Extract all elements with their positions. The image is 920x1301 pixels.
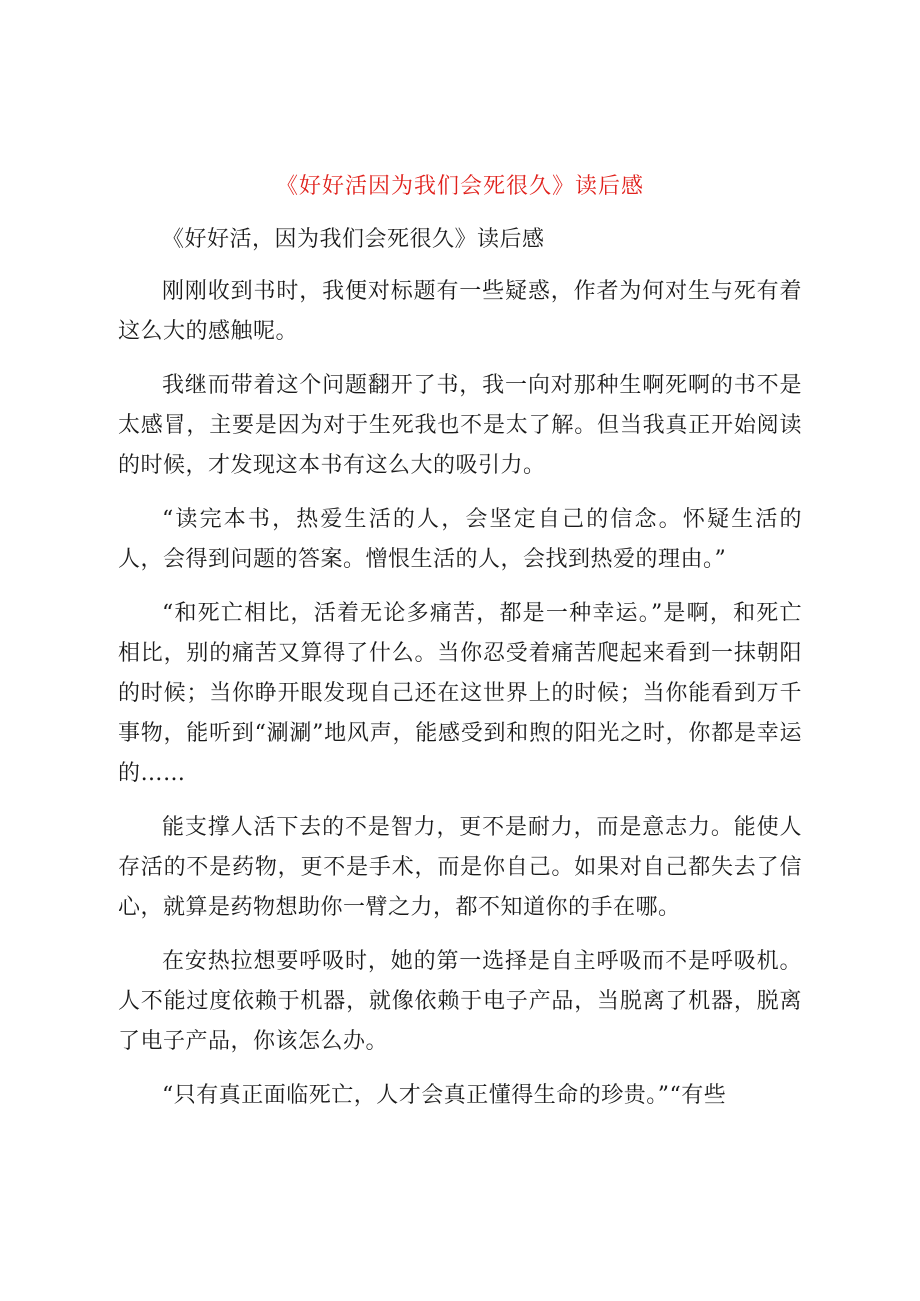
paragraph-quote: “和死亡相比，活着无论多痛苦，都是一种幸运。”是啊，和死亡相比，别的痛苦又算得了什么。当你忍受着痛苦爬起来看到一抹朝阳的时候；当你睁开眼发现自己还在这世界上的时候；当你能看到万千事物，能听到“涮涮”地风声，能感受到和煦的阳光之时，你都是幸运的…… bbox=[118, 601, 802, 786]
paragraph-quote: “读完本书，热爱生活的人，会坚定自己的信念。怀疑生活的人，会得到问题的答案。憎恨生活的人，会找到热爱的理由。” bbox=[118, 507, 802, 572]
paragraph-quote: “只有真正面临死亡，人才会真正懂得生命的珍贵。”“有些 bbox=[162, 1083, 727, 1108]
paragraph: 刚刚收到书时，我便对标题有一些疑惑，作者为何对生与死有着这么大的感触呢。 bbox=[118, 279, 802, 344]
paragraph: 能支撑人活下去的不是智力，更不是耐力，而是意志力。能使人存活的不是药物，更不是手术，而是你自己。如果对自己都失去了信心，就算是药物想助你一臂之力，都不知道你的手在哪。 bbox=[118, 815, 802, 920]
paragraph: 在安热拉想要呼吸时，她的第一选择是自主呼吸而不是呼吸机。人不能过度依赖于机器，就像依赖于电子产品，当脱离了机器，脱离了电子产品，你该怎么办。 bbox=[118, 949, 802, 1054]
document-title: 《好好活因为我们会死很久》读后感 bbox=[275, 174, 644, 199]
paragraph: 我继而带着这个问题翻开了书，我一向对那种生啊死啊的书不是太感冒，主要是因为对于生死我也不是太了解。但当我真正开始阅读的时候，才发现这本书有这么大的吸引力。 bbox=[118, 373, 802, 478]
document-body bbox=[118, 220, 802, 1130]
paragraph-subtitle: 《好好活，因为我们会死很久》读后感 bbox=[162, 227, 545, 252]
